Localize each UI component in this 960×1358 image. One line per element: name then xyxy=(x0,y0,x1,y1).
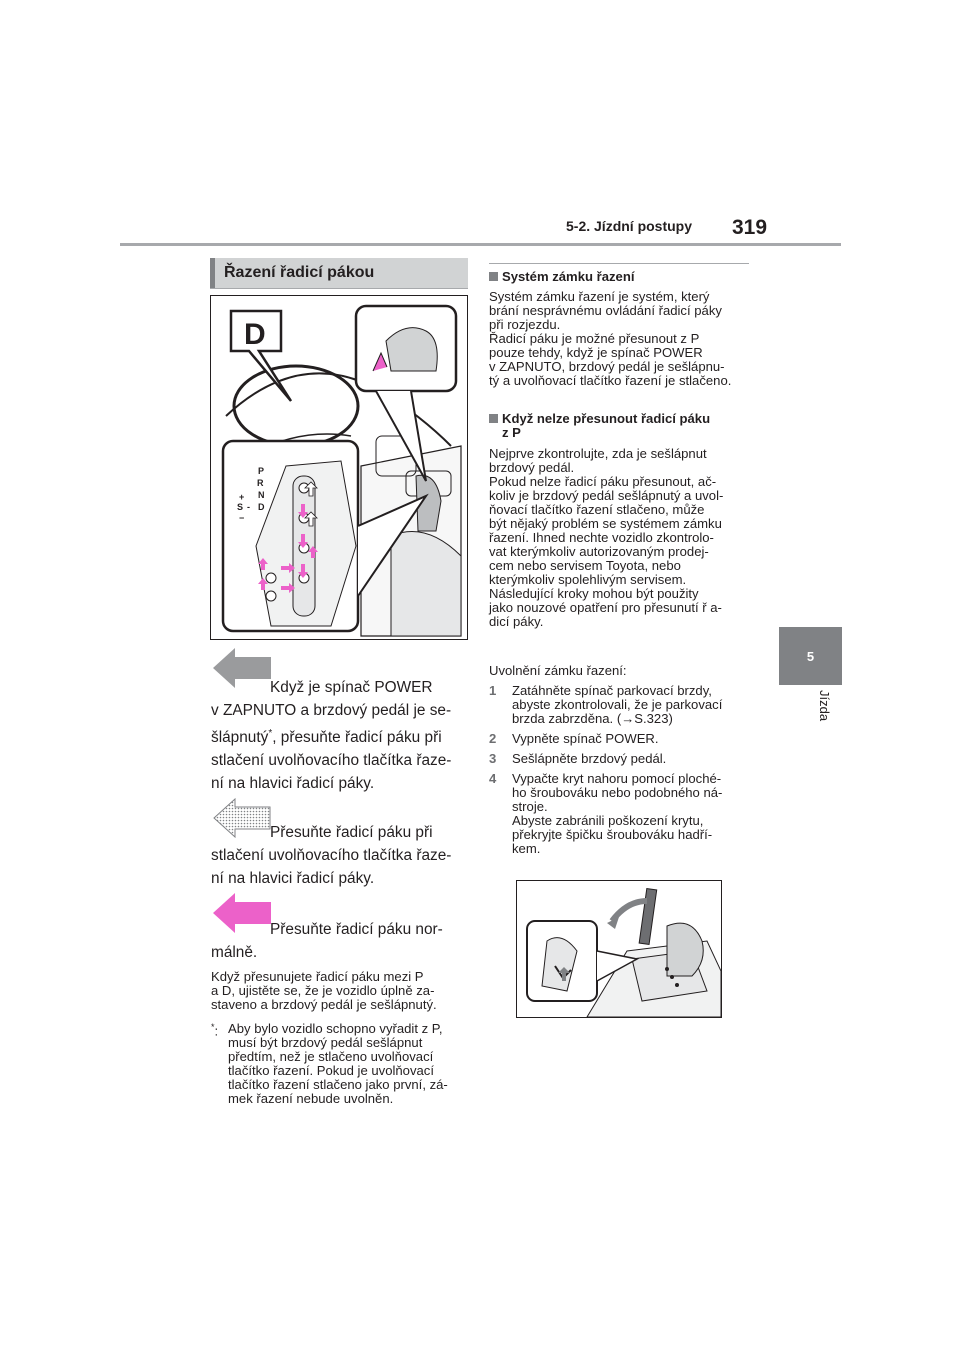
step-4: 4 Vypačte kryt nahoru pomocí ploché- ho šroubováku nebo podobného ná- stroje. Abyste zabránili poškození krytu, překryjte špičku šroubováku hadří- kem. xyxy=(489,771,723,856)
gate-label-minus: − xyxy=(239,513,245,523)
shift-lock-paragraph: Systém zámku řazení je systém, který brání nesprávnému ovládání řadicí páky při rozjezdu. Řadicí páku je možné přesunout z P pouze tehdy, když je spínač POWER v ZAPNUTO, brzdový pedál je sešlápnu- tý a uvolňovací tlačítko řazení je stlačeno. xyxy=(489,289,732,388)
gate-label-d: D xyxy=(258,502,265,512)
gate-label-r: R xyxy=(257,478,264,488)
shift-lever-figure xyxy=(210,295,468,640)
gate-label-dash: - xyxy=(247,502,250,512)
legend-gray-text: Když je spínač POWER v ZAPNUTO a brzdový pedál je se- šlápnutý*, přesuňte řadicí páku při stlačení uvolňovacího tlačítka řaze- ní na hlavici řadicí páky. xyxy=(211,679,452,793)
square-bullet-icon xyxy=(489,272,498,281)
section-header: 5-2. Jízdní postupy xyxy=(566,218,693,234)
section-title: Řazení řadicí pákou xyxy=(210,258,468,288)
gate-label-s: S xyxy=(237,502,244,512)
cannot-shift-paragraph: Nejprve zkontrolujte, zda je sešlápnut brzdový pedál. Pokud nelze řadicí páku přesunout, ač- koliv je brzdový pedál sešlápnutý a uvol- ňovací tlačítko řazení stlačeno, může být nějaký problém se systémem zámku řazení. Ihned nechte vozidlo zkontrolo- vat kterýmkoliv autorizovaným prodej- cem nebo servisem Toyota, nebo kterýmkoliv spolehlivým servisem. Následující kroky mohou být použity jako nouzové opatření pro přesunutí ř a- dicí páky. xyxy=(489,446,724,629)
chapter-label: Jízda xyxy=(817,690,832,722)
legend-dotted-text: Přesuňte řadicí páku při stlačení uvolňovacího tlačítka řaze- ní na hlavici řadicí páky. xyxy=(211,824,452,887)
gate-label-p: P xyxy=(258,466,265,476)
lever-note: Když přesunujete řadicí páku mezi P a D, ujistěte se, že je vozidlo úplně za- staveno a brzdový pedál je sešlápnutý. xyxy=(211,969,437,1012)
drive-gear-letter: D xyxy=(244,318,266,351)
step-3: 3 Sešlápněte brzdový pedál. xyxy=(489,751,667,766)
cannot-shift-heading: Když nelze přesunout řadicí páku z P xyxy=(489,412,751,440)
gate-label-plus: + xyxy=(239,492,245,502)
release-intro: Uvolnění zámku řazení: xyxy=(489,663,627,678)
screwdriver-figure xyxy=(516,880,722,1018)
step-2: 2 Vypněte spínač POWER. xyxy=(489,731,659,746)
right-column-rule xyxy=(489,263,749,264)
shift-lever-illustration xyxy=(211,296,467,639)
page-number: 319 xyxy=(732,216,768,239)
chapter-tab: 5 xyxy=(779,627,842,685)
screwdriver-illustration xyxy=(517,881,721,1017)
square-bullet-icon xyxy=(489,414,498,423)
gate-label-n: N xyxy=(258,490,265,500)
legend-pink-text: Přesuňte řadicí páku nor- málně. xyxy=(211,921,443,961)
step-1: 1 Zatáhněte spínač parkovací brzdy, abyste zkontrolovali, že je parkovací brzda zabrzděna. (→S.323) xyxy=(489,683,723,726)
header-divider xyxy=(120,243,841,246)
release-steps xyxy=(489,684,751,856)
shift-lock-heading: Systém zámku řazení xyxy=(489,270,751,284)
footnote: *: Aby bylo vozidlo schopno vyřadit z P, musí být brzdový pedál sešlápnut předtím, než je stlačeno uvolňovací tlačítko řazení. Pokud je uvolňovací tlačítko řazení stlačeno jako první, zá- mek řazení nebude uvolněn. xyxy=(211,1021,448,1106)
section-divider xyxy=(210,288,468,289)
